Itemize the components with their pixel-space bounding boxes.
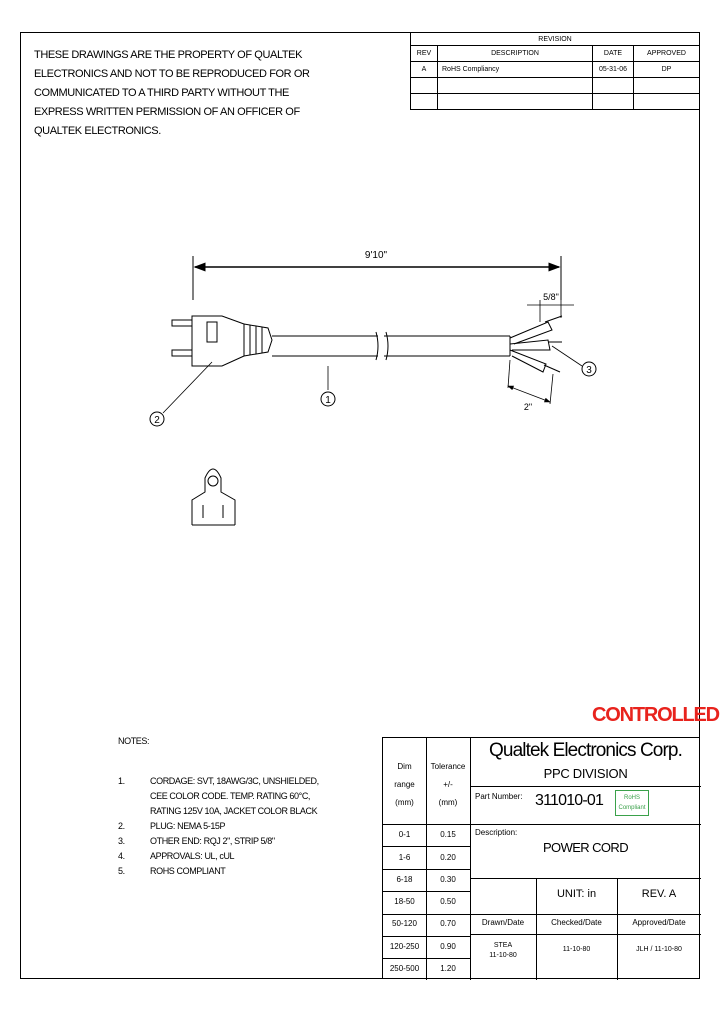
note-item: RATING 125V 10A, JACKET COLOR BLACK (150, 806, 318, 816)
notice-line: COMMUNICATED TO A THIRD PARTY WITHOUT THE (34, 87, 289, 99)
callout-2 (150, 362, 212, 426)
note-item: 4. APPROVALS: UL, cUL (118, 851, 235, 861)
notes-section (118, 736, 319, 879)
rip-label: 2" (523, 402, 533, 412)
dim-range: 120-250 (389, 942, 420, 951)
notice-line: QUALTEK ELECTRONICS. (34, 125, 161, 137)
revision-title: REVISION (411, 33, 700, 46)
part-number-label: Part Number: (475, 792, 523, 801)
revision-header: REV (411, 46, 438, 62)
callout-label: 1 (325, 395, 331, 406)
notice-line: THESE DRAWINGS ARE THE PROPERTY OF QUALTEK (34, 49, 303, 61)
notes-title: NOTES: (118, 736, 150, 746)
tolerance-value: 0.50 (440, 897, 456, 906)
note-item: CEE COLOR CODE. TEMP. RATING 60°C, (150, 791, 311, 801)
tolerance-header: Tolerance +/- (mm) (430, 762, 466, 807)
revision-cell: DP (634, 62, 700, 78)
revision-header: DESCRIPTION (438, 46, 593, 62)
dim-range: 0-1 (398, 830, 411, 839)
title-block (382, 737, 700, 979)
note-item: 5. ROHS COMPLIANT (118, 866, 226, 876)
approved-value: JLH / 11-10-80 (636, 946, 682, 953)
dim-range: 250-500 (389, 964, 420, 973)
length-dimension (193, 250, 561, 300)
company-name: Qualtek Electronics Corp. (489, 740, 682, 761)
tolerance-value: 0.20 (440, 853, 456, 862)
cord-jacket (272, 332, 510, 360)
revision-header: DATE (593, 46, 634, 62)
revision-cell: RoHS Compliancy (438, 62, 593, 78)
approved-label: Approved/Date (632, 918, 686, 927)
strip-dimension (527, 292, 574, 322)
description-value: POWER CORD (542, 840, 628, 855)
tolerance-value: 0.30 (440, 875, 456, 884)
notice-line: EXPRESS WRITTEN PERMISSION OF AN OFFICER OF (34, 106, 300, 118)
dim-range: 1-6 (398, 853, 411, 862)
revision-header: APPROVED (634, 46, 700, 62)
rohs-badge: RoHS Compliant (615, 790, 649, 816)
tolerance-value: 0.15 (440, 830, 456, 839)
plug-face-view (192, 469, 235, 525)
unit-value: UNIT: in (556, 888, 597, 900)
tolerance-value: 0.70 (440, 919, 456, 928)
callout-label: 2 (154, 415, 160, 426)
rip-dimension (508, 360, 553, 412)
callout-label: 3 (586, 365, 592, 376)
description-label: Description: (475, 828, 518, 837)
nema-plug (172, 316, 272, 366)
drawn-label: Drawn/Date (481, 918, 525, 927)
part-number: 311010-01 (535, 792, 604, 809)
drawn-value: STEA 11-10-80 (489, 942, 517, 959)
notice-line: ELECTRONICS AND NOT TO BE REPRODUCED FOR OR (34, 68, 310, 80)
length-label: 9'10" (364, 250, 388, 261)
revision-cell: 05-31-06 (593, 62, 634, 78)
dim-header: Dim range (mm) (394, 762, 415, 807)
rev-value: REV. A (641, 888, 677, 900)
conductors (510, 316, 562, 372)
callout-1 (321, 366, 335, 406)
division-name: PPC DIVISION (543, 766, 628, 781)
checked-label: Checked/Date (551, 918, 602, 927)
dim-range: 18-50 (394, 897, 415, 906)
note-item: 3. OTHER END: RQJ 2", STRIP 5/8" (118, 836, 275, 846)
checked-value: 11-10-80 (562, 946, 591, 953)
dim-range: 6-18 (396, 875, 413, 884)
controlled-stamp: CONTROLLED (592, 704, 719, 726)
tolerance-value: 0.90 (440, 942, 456, 951)
revision-cell: A (411, 62, 438, 78)
note-item: 1. CORDAGE: SVT, 18AWG/3C, UNSHIELDED, (118, 776, 319, 786)
note-item: 2. PLUG: NEMA 5-15P (118, 821, 226, 831)
dim-range: 50-120 (392, 919, 417, 928)
strip-label: 5/8" (543, 292, 559, 302)
tolerance-value: 1.20 (440, 964, 456, 973)
